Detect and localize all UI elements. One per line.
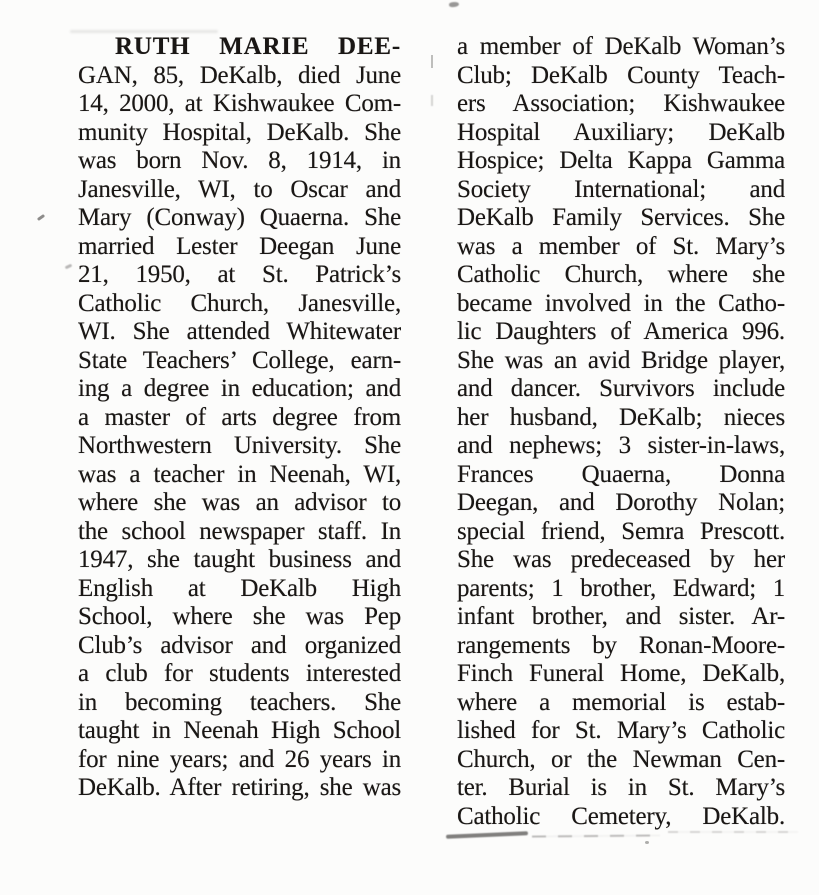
obituary-text-line: munity Hospital, DeKalb. She — [78, 118, 401, 146]
obituary-text-line: a master of arts degree from — [78, 403, 401, 431]
scan-speck-artifact — [431, 95, 433, 106]
obituary-name-line: RUTH MARIE DEE- — [115, 33, 401, 60]
obituary-text-line: Mary (Conway) Quaerna. She — [78, 204, 401, 231]
obituary-text-line: Hospice; Delta Kappa Gamma — [457, 147, 785, 174]
obituary-text-line: Club; DeKalb County Teach- — [457, 61, 785, 89]
scan-speck-artifact — [431, 55, 433, 68]
scan-tick-artifact — [65, 264, 73, 270]
obituary-text-line: the school newspaper staff. In — [78, 517, 401, 545]
obituary-text-line: parents; 1 brother, Edward; 1 — [457, 574, 785, 602]
obituary-text-line: 1947, she taught business and — [78, 546, 401, 573]
scan-tick-artifact — [37, 214, 45, 221]
obituary-column-left — [78, 33, 401, 803]
obituary-text-line: and dancer. Survivors include — [457, 375, 785, 402]
obituary-text-line: where she was an advisor to — [78, 489, 401, 516]
obituary-text-line: rangements by Ronan-Moore- — [457, 631, 785, 659]
pen-underline-artifact — [668, 831, 798, 833]
obituary-text-line: Janesville, WI, to Oscar and — [78, 175, 401, 203]
obituary-text-line: School, where she was Pep — [78, 603, 401, 630]
obituary-text-line: Catholic Cemetery, DeKalb. — [457, 802, 785, 830]
obituary-text-line: DeKalb Family Services. She — [457, 204, 785, 231]
obituary-text-line: Northwestern University. She — [78, 432, 401, 459]
obituary-text-line: She was predeceased by her — [457, 546, 785, 573]
obituary-text-line: for nine years; and 26 years in — [78, 745, 401, 773]
pen-underline-artifact — [532, 834, 660, 837]
obituary-column-right — [457, 33, 785, 831]
obituary-text-line: 21, 1950, at St. Patrick’s — [78, 261, 401, 288]
obituary-text-line: ter. Burial is in St. Mary’s — [457, 774, 785, 801]
obituary-text-line: became involved in the Catho- — [457, 289, 785, 317]
obituary-text-line: was a member of St. Mary’s — [457, 232, 785, 260]
obituary-text-line: Hospital Auxiliary; DeKalb — [457, 118, 785, 146]
obituary-text-line: in becoming teachers. She — [78, 688, 401, 716]
obituary-text-line: Deegan, and Dorothy Nolan; — [457, 489, 785, 516]
obituary-text-line: lished for St. Mary’s Catholic — [457, 717, 785, 744]
obituary-text-line: Frances Quaerna, Donna — [457, 460, 785, 488]
obituary-text-line: WI. She attended Whitewater — [78, 318, 401, 345]
obituary-text-line: Club’s advisor and organized — [78, 631, 401, 659]
obituary-text-line: Finch Funeral Home, DeKalb, — [457, 660, 785, 687]
obituary-text-line: and nephews; 3 sister-in-laws, — [457, 432, 785, 459]
obituary-text-line: married Lester Deegan June — [78, 232, 401, 260]
obituary-text-line: was born Nov. 8, 1914, in — [78, 147, 401, 174]
obituary-text-line: Catholic Church, Janesville, — [78, 289, 401, 317]
obituary-text-line: her husband, DeKalb; nieces — [457, 403, 785, 431]
pen-dot-artifact — [645, 841, 649, 844]
obituary-text-line: GAN, 85, DeKalb, died June — [78, 61, 401, 89]
obituary-text-line: special friend, Semra Prescott. — [457, 517, 785, 545]
obituary-text-line: was a teacher in Neenah, WI, — [78, 460, 401, 488]
scan-mark-artifact — [449, 1, 460, 7]
obituary-text-line: infant brother, and sister. Ar- — [457, 603, 785, 630]
obituary-text-line: Catholic Church, where she — [457, 261, 785, 288]
obituary-text-line: taught in Neenah High School — [78, 717, 401, 744]
pen-underline-artifact — [446, 831, 528, 839]
obituary-text-line: Society International; and — [457, 175, 785, 203]
obituary-text-line: lic Daughters of America 996. — [457, 318, 785, 345]
obituary-text-line: ing a degree in education; and — [78, 375, 401, 402]
obituary-text-line: English at DeKalb High — [78, 574, 401, 602]
obituary-text-line: a member of DeKalb Woman’s — [457, 33, 785, 60]
obituary-text-line: State Teachers’ College, earn- — [78, 346, 401, 374]
obituary-text-line: Church, or the Newman Cen- — [457, 745, 785, 773]
obituary-text-line: a club for students interested — [78, 660, 401, 687]
obituary-text-line: ers Association; Kishwaukee — [457, 90, 785, 117]
obituary-text-line: where a memorial is estab- — [457, 688, 785, 716]
obituary-text-line: DeKalb. After retiring, she was — [78, 774, 401, 801]
obituary-text-line: 14, 2000, at Kishwaukee Com- — [78, 90, 401, 117]
obituary-text-line: She was an avid Bridge player, — [457, 346, 785, 374]
